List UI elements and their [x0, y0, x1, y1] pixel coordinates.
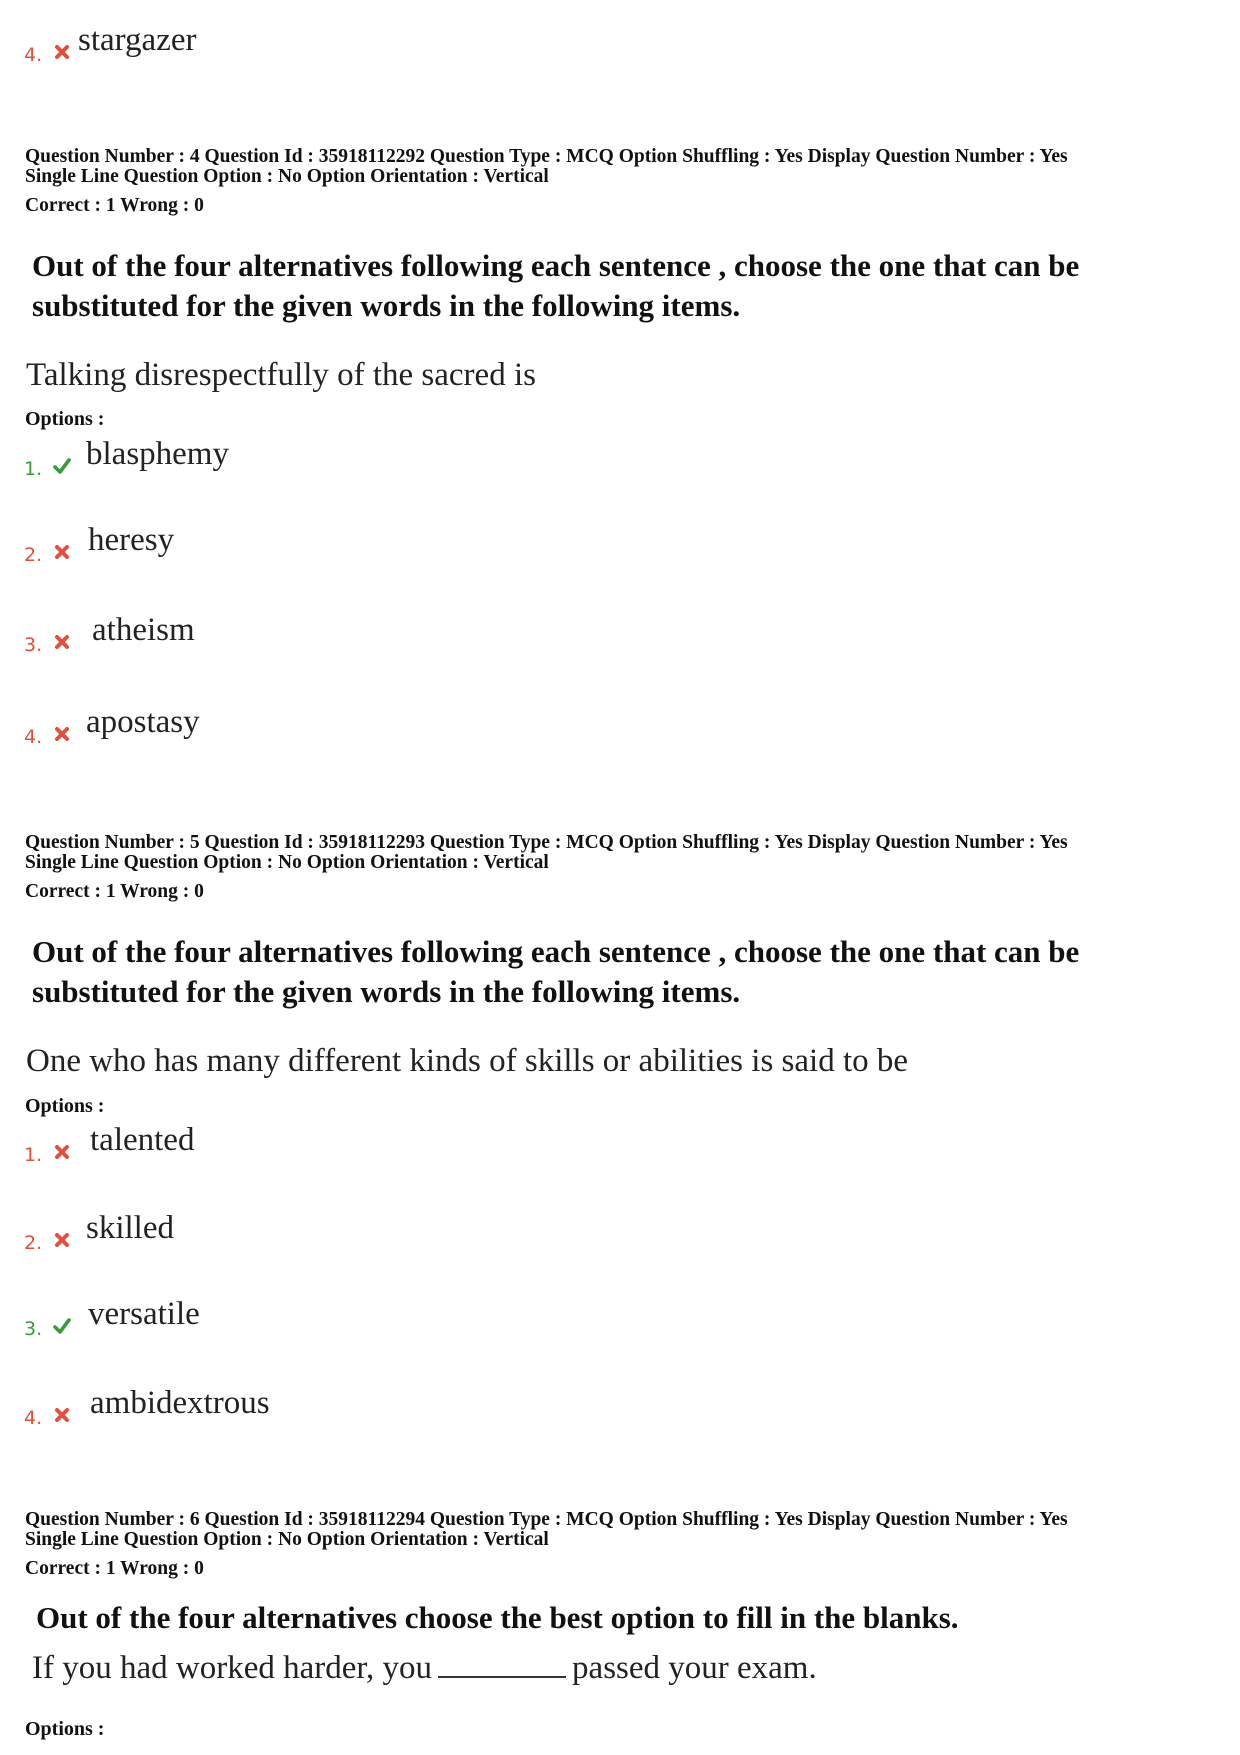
option-text: apostasy	[86, 704, 200, 740]
option-row[interactable]	[24, 1210, 924, 1254]
cross-icon	[52, 1142, 72, 1162]
option-text: versatile	[88, 1296, 200, 1332]
question-instruction-line-2: substituted for the given words in the following items.	[32, 288, 741, 323]
option-number: 2.	[24, 1232, 43, 1254]
question-meta-line-2: Single Line Question Option : No Option Orientation : Vertical	[25, 852, 549, 873]
option-number: 1.	[24, 1144, 43, 1166]
option-row[interactable]	[24, 1296, 924, 1340]
option-row[interactable]	[24, 1122, 924, 1166]
check-icon	[52, 1316, 72, 1336]
cross-icon	[52, 1405, 72, 1425]
question-meta-line-1: Question Number : 4 Question Id : 35918112292 Question Type : MCQ Option Shuffling : Yes Display Question Number : Yes	[25, 146, 1068, 167]
option-text: ambidextrous	[90, 1385, 270, 1421]
option-row[interactable]	[24, 1385, 924, 1429]
check-icon	[52, 456, 72, 476]
option-text: stargazer	[78, 22, 197, 58]
option-row[interactable]	[24, 612, 924, 656]
option-number: 4.	[24, 44, 43, 66]
option-text: blasphemy	[86, 436, 229, 472]
question-instruction-line-1: Out of the four alternatives following each sentence , choose the one that can be	[32, 248, 1080, 283]
option-number: 3.	[24, 1318, 43, 1340]
question-meta-line-2: Single Line Question Option : No Option Orientation : Vertical	[25, 166, 549, 187]
option-text: heresy	[88, 522, 175, 558]
option-number: 2.	[24, 544, 43, 566]
stem-text-before-blank: If you had worked harder, you	[32, 1650, 433, 1686]
question-stem: One who has many different kinds of skills or abilities is said to be	[26, 1043, 909, 1079]
question-instruction-line-1: Out of the four alternatives following each sentence , choose the one that can be	[32, 934, 1080, 969]
marks-line: Correct : 1 Wrong : 0	[25, 195, 204, 216]
option-text: atheism	[92, 612, 195, 648]
stem-text-after-blank: passed your exam.	[572, 1650, 817, 1686]
question-meta-line-2: Single Line Question Option : No Option Orientation : Vertical	[25, 1529, 549, 1550]
cross-icon	[52, 1230, 72, 1250]
option-number: 3.	[24, 634, 43, 656]
cross-icon	[52, 42, 72, 62]
cross-icon	[52, 542, 72, 562]
options-label: Options :	[25, 408, 105, 430]
marks-line: Correct : 1 Wrong : 0	[25, 881, 204, 902]
marks-line: Correct : 1 Wrong : 0	[25, 1558, 204, 1579]
options-label: Options :	[25, 1095, 105, 1117]
question-stem	[32, 1648, 817, 1687]
cross-icon	[52, 724, 72, 744]
option-row[interactable]	[24, 522, 924, 566]
option-row[interactable]	[24, 704, 924, 748]
question-stem: Talking disrespectfully of the sacred is	[26, 357, 536, 393]
option-number: 4.	[24, 726, 43, 748]
question-meta-line-1: Question Number : 5 Question Id : 35918112293 Question Type : MCQ Option Shuffling : Yes Display Question Number : Yes	[25, 832, 1068, 853]
fill-in-blank	[438, 1648, 566, 1678]
question-meta-line-1: Question Number : 6 Question Id : 35918112294 Question Type : MCQ Option Shuffling : Yes Display Question Number : Yes	[25, 1509, 1068, 1530]
option-row	[24, 22, 924, 66]
option-text: skilled	[86, 1210, 174, 1246]
cross-icon	[52, 632, 72, 652]
option-number: 4.	[24, 1407, 43, 1429]
option-text: talented	[90, 1122, 195, 1158]
question-instruction-line-1: Out of the four alternatives choose the best option to fill in the blanks.	[36, 1600, 959, 1635]
option-row[interactable]	[24, 436, 924, 480]
question-instruction-line-2: substituted for the given words in the following items.	[32, 974, 741, 1009]
option-number: 1.	[24, 458, 43, 480]
options-label: Options :	[25, 1718, 105, 1740]
